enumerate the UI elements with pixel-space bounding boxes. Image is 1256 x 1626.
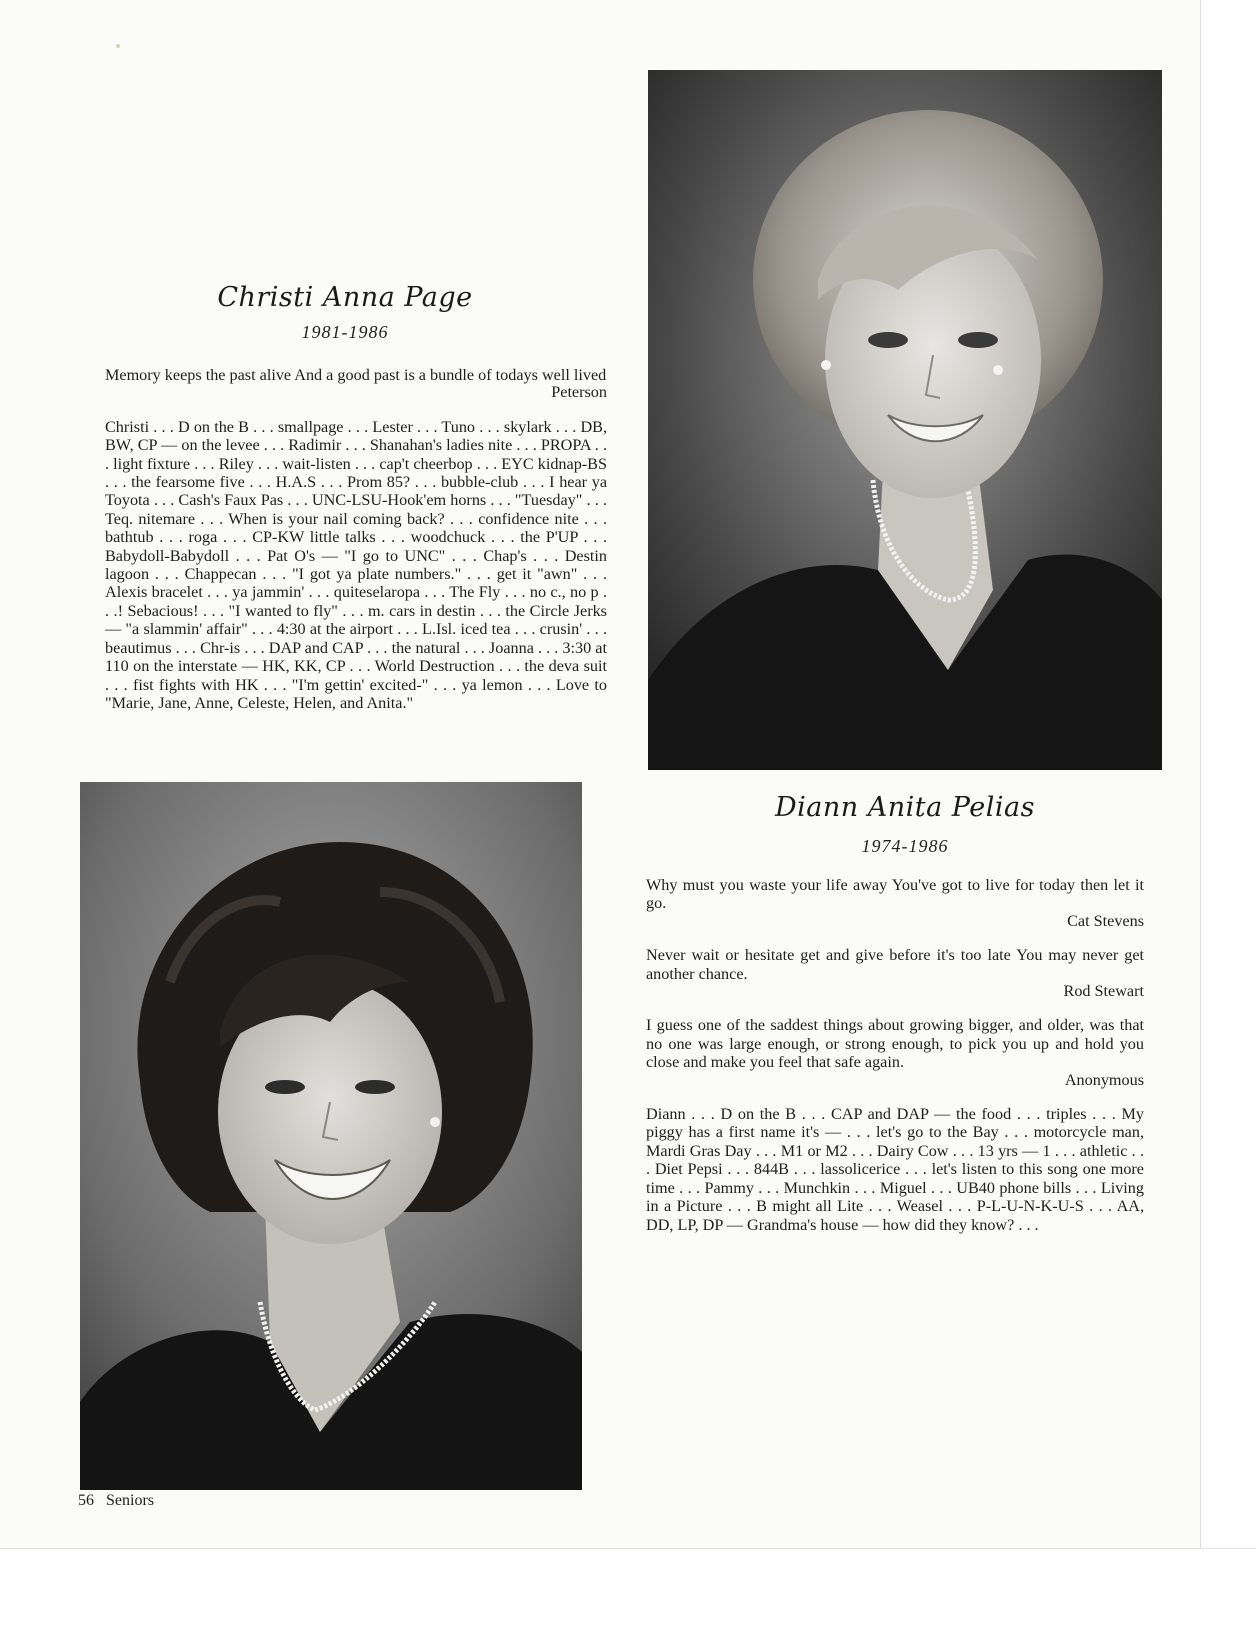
senior-quote: Why must you waste your life away You've got to live for today then let it go. (646, 876, 1144, 913)
quote-author: Cat Stevens (1067, 911, 1144, 930)
senior-name: Christi Anna Page (217, 282, 473, 313)
page-edge (1200, 0, 1201, 1548)
print-speck (116, 44, 120, 48)
quote-author: Peterson (551, 383, 607, 402)
senior-notes: Diann . . . D on the B . . . CAP and DAP — the food . . . triples . . . My piggy has a first name it's — . . . let's go to the Bay . . . motorcycle man, Mardi Gras Day . . . M1 or M2 . . . Dairy Cow . . . 13 yrs — 1 . . . athletic . . . Diet Pepsi . . . 844B . . . lassolicerice . . . let's listen to this song one more time . . . Pammy . . . Munchkin . . . Miguel . . . UB40 phone bills . . . Living in a Picture . . . B might all Lite . . . Weasel . . . P-L-U-N-K-U-S . . . AA, DD, LP, DP — Grandma's house — how did they know? . . . (646, 1105, 1144, 1234)
portrait-blonde (648, 70, 1162, 770)
page-footer (78, 1492, 166, 1510)
quote-author: Rod Stewart (1063, 982, 1144, 1001)
senior-quote: I guess one of the saddest things about growing bigger, and older, was that no one was large enough, or strong enough, to pick you up and hold you close and make you feel that safe again. (646, 1016, 1144, 1072)
senior-portrait-photo (80, 782, 582, 1490)
senior-text-block (105, 366, 607, 712)
senior-years: 1974-1986 (861, 836, 949, 856)
senior-name: Diann Anita Pelias (775, 792, 1035, 823)
senior-text-block (646, 876, 1144, 1234)
quote-author: Anonymous (1064, 1070, 1144, 1089)
senior-portrait-photo (648, 70, 1162, 770)
page-bottom-edge (0, 1548, 1256, 1549)
portrait-brunette (80, 782, 582, 1490)
page-number: 56 (78, 1492, 94, 1509)
senior-notes: Christi . . . D on the B . . . smallpage . . . Lester . . . Tuno . . . skylark . . . DB, BW, CP — on the levee . . . Radimir . . . Shanahan's ladies nite . . . PROPA . . . light fixture . . . Riley . . . wait-listen . . . cap't cheerbop . . . EYC kidnap-BS . . . the fearsome five . . . H.A.S . . . Prom 85? . . . bubble-club . . . I hear ya Toyota . . . Cash's Faux Pas . . . UNC-LSU-Hook'em horns . . . "Tuesday" . . . Teq. nitemare . . . When is your nail coming back? . . . confidence nite . . . bathtub . . . roga . . . CP-KW little talks . . . woodchuck . . . the P'UP . . . Babydoll-Babydoll . . . Pat O's — "I go to UNC" . . . Chap's . . . Destin lagoon . . . Chappecan . . . "I got ya plate numbers." . . . get it "awn" . . . Alexis bracelet . . . ya jammin' . . . quiteselaropa . . . The Fly . . . no c., no p . . .! Sebacious! . . . "I wanted to fly" . . . m. cars in destin . . . the Circle Jerks — "a slammin' affair" . . . 4:30 at the airport . . . L.Isl. iced tea . . . crusin' . . . beautimus . . . Chr-is . . . DAP and CAP . . . the natural . . . Joanna . . . 3:30 at 110 on the interstate — HK, KK, CP . . . World Destruction . . . the deva suit . . . fist fights with HK . . . "I'm gettin' excited-" . . . ya lemon . . . Love to "Marie, Jane, Anne, Celeste, Helen, and Anita." (105, 417, 607, 712)
senior-quote: Memory keeps the past alive And a good past is a bundle of todays well lived (105, 366, 607, 384)
section-label: Seniors (106, 1492, 154, 1509)
senior-quote: Never wait or hesitate get and give before it's too late You may never get another chance. (646, 946, 1144, 983)
senior-years: 1981-1986 (301, 322, 389, 342)
